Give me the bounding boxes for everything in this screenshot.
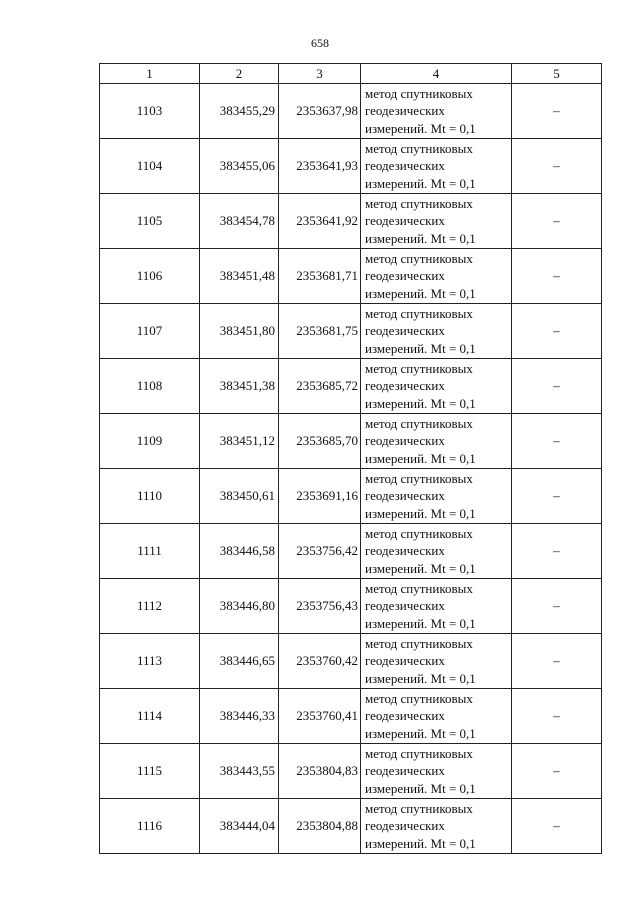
y-coordinate-cell: 2353760,41 bbox=[279, 689, 361, 744]
y-coordinate-cell: 2353760,42 bbox=[279, 634, 361, 689]
table-row bbox=[100, 139, 602, 194]
method-line: метод спутниковых bbox=[365, 86, 473, 101]
method-line: геодезических bbox=[365, 653, 445, 669]
x-coordinate-cell: 383446,58 bbox=[200, 524, 279, 579]
method-cell bbox=[361, 579, 512, 634]
table-row bbox=[100, 689, 602, 744]
note-cell: – bbox=[512, 84, 602, 139]
method-line: метод спутниковых bbox=[365, 801, 473, 816]
method-line: измерений. Mt = 0,1 bbox=[365, 670, 476, 686]
table-row bbox=[100, 634, 602, 689]
method-line: метод спутниковых bbox=[365, 306, 473, 321]
point-number-cell: 1106 bbox=[100, 249, 200, 304]
method-line: геодезических bbox=[365, 213, 445, 229]
header-col-5: 5 bbox=[512, 64, 602, 84]
point-number-cell: 1109 bbox=[100, 414, 200, 469]
method-cell bbox=[361, 359, 512, 414]
method-line: метод спутниковых bbox=[365, 526, 473, 541]
x-coordinate-cell: 383444,04 bbox=[200, 799, 279, 854]
note-cell: – bbox=[512, 524, 602, 579]
header-col-1: 1 bbox=[100, 64, 200, 84]
method-cell bbox=[361, 744, 512, 799]
method-line: геодезических bbox=[365, 763, 445, 779]
point-number-cell: 1111 bbox=[100, 524, 200, 579]
y-coordinate-cell: 2353691,16 bbox=[279, 469, 361, 524]
method-line: измерений. Mt = 0,1 bbox=[365, 725, 476, 741]
method-cell bbox=[361, 799, 512, 854]
y-coordinate-cell: 2353756,43 bbox=[279, 579, 361, 634]
method-cell bbox=[361, 249, 512, 304]
note-cell: – bbox=[512, 359, 602, 414]
method-line: геодезических bbox=[365, 323, 445, 339]
x-coordinate-cell: 383446,80 bbox=[200, 579, 279, 634]
table-row bbox=[100, 469, 602, 524]
x-coordinate-cell: 383451,48 bbox=[200, 249, 279, 304]
x-coordinate-cell: 383454,78 bbox=[200, 194, 279, 249]
table-header bbox=[100, 64, 602, 84]
table-row bbox=[100, 194, 602, 249]
method-line: измерений. Mt = 0,1 bbox=[365, 395, 476, 411]
method-line: геодезических bbox=[365, 158, 445, 174]
y-coordinate-cell: 2353641,93 bbox=[279, 139, 361, 194]
x-coordinate-cell: 383443,55 bbox=[200, 744, 279, 799]
method-line: метод спутниковых bbox=[365, 746, 473, 761]
note-cell: – bbox=[512, 469, 602, 524]
note-cell: – bbox=[512, 194, 602, 249]
method-line: метод спутниковых bbox=[365, 141, 473, 156]
y-coordinate-cell: 2353681,71 bbox=[279, 249, 361, 304]
method-line: геодезических bbox=[365, 818, 445, 834]
method-line: геодезических bbox=[365, 268, 445, 284]
point-number-cell: 1104 bbox=[100, 139, 200, 194]
method-line: метод спутниковых bbox=[365, 471, 473, 486]
method-line: геодезических bbox=[365, 708, 445, 724]
point-number-cell: 1108 bbox=[100, 359, 200, 414]
method-cell bbox=[361, 469, 512, 524]
x-coordinate-cell: 383446,33 bbox=[200, 689, 279, 744]
page-number: 658 bbox=[311, 36, 329, 50]
table-row bbox=[100, 249, 602, 304]
method-line: метод спутниковых bbox=[365, 691, 473, 706]
method-line: измерений. Mt = 0,1 bbox=[365, 285, 476, 301]
method-line: метод спутниковых bbox=[365, 196, 473, 211]
y-coordinate-cell: 2353637,98 bbox=[279, 84, 361, 139]
method-line: метод спутниковых bbox=[365, 416, 473, 431]
table-body bbox=[100, 84, 602, 854]
method-cell bbox=[361, 84, 512, 139]
coordinates-table bbox=[99, 63, 602, 854]
method-cell bbox=[361, 194, 512, 249]
method-line: измерений. Mt = 0,1 bbox=[365, 780, 476, 796]
y-coordinate-cell: 2353804,83 bbox=[279, 744, 361, 799]
method-line: геодезических bbox=[365, 433, 445, 449]
note-cell: – bbox=[512, 579, 602, 634]
note-cell: – bbox=[512, 744, 602, 799]
y-coordinate-cell: 2353681,75 bbox=[279, 304, 361, 359]
header-col-4: 4 bbox=[361, 64, 512, 84]
method-line: измерений. Mt = 0,1 bbox=[365, 120, 476, 136]
note-cell: – bbox=[512, 689, 602, 744]
y-coordinate-cell: 2353641,92 bbox=[279, 194, 361, 249]
point-number-cell: 1103 bbox=[100, 84, 200, 139]
method-line: метод спутниковых bbox=[365, 581, 473, 596]
note-cell: – bbox=[512, 249, 602, 304]
method-line: геодезических bbox=[365, 488, 445, 504]
point-number-cell: 1110 bbox=[100, 469, 200, 524]
method-line: измерений. Mt = 0,1 bbox=[365, 560, 476, 576]
method-line: измерений. Mt = 0,1 bbox=[365, 450, 476, 466]
method-line: геодезических bbox=[365, 543, 445, 559]
y-coordinate-cell: 2353804,88 bbox=[279, 799, 361, 854]
method-line: метод спутниковых bbox=[365, 361, 473, 376]
note-cell: – bbox=[512, 634, 602, 689]
table-row bbox=[100, 744, 602, 799]
method-line: измерений. Mt = 0,1 bbox=[365, 615, 476, 631]
x-coordinate-cell: 383446,65 bbox=[200, 634, 279, 689]
table-row bbox=[100, 414, 602, 469]
method-line: метод спутниковых bbox=[365, 636, 473, 651]
method-cell bbox=[361, 414, 512, 469]
table-row bbox=[100, 359, 602, 414]
method-line: измерений. Mt = 0,1 bbox=[365, 505, 476, 521]
note-cell: – bbox=[512, 304, 602, 359]
method-cell bbox=[361, 634, 512, 689]
x-coordinate-cell: 383451,12 bbox=[200, 414, 279, 469]
table-row bbox=[100, 84, 602, 139]
method-line: метод спутниковых bbox=[365, 251, 473, 266]
header-col-3: 3 bbox=[279, 64, 361, 84]
header-col-2: 2 bbox=[200, 64, 279, 84]
method-line: измерений. Mt = 0,1 bbox=[365, 230, 476, 246]
y-coordinate-cell: 2353685,72 bbox=[279, 359, 361, 414]
note-cell: – bbox=[512, 799, 602, 854]
point-number-cell: 1113 bbox=[100, 634, 200, 689]
point-number-cell: 1105 bbox=[100, 194, 200, 249]
method-line: геодезических bbox=[365, 378, 445, 394]
x-coordinate-cell: 383451,38 bbox=[200, 359, 279, 414]
table-row bbox=[100, 524, 602, 579]
point-number-cell: 1116 bbox=[100, 799, 200, 854]
point-number-cell: 1114 bbox=[100, 689, 200, 744]
x-coordinate-cell: 383455,06 bbox=[200, 139, 279, 194]
table-row bbox=[100, 579, 602, 634]
note-cell: – bbox=[512, 414, 602, 469]
method-line: геодезических bbox=[365, 598, 445, 614]
table-row bbox=[100, 304, 602, 359]
header-row bbox=[100, 64, 602, 84]
method-cell bbox=[361, 689, 512, 744]
method-line: измерений. Mt = 0,1 bbox=[365, 835, 476, 851]
method-cell bbox=[361, 139, 512, 194]
x-coordinate-cell: 383450,61 bbox=[200, 469, 279, 524]
method-line: измерений. Mt = 0,1 bbox=[365, 175, 476, 191]
method-line: измерений. Mt = 0,1 bbox=[365, 340, 476, 356]
method-cell bbox=[361, 524, 512, 579]
point-number-cell: 1112 bbox=[100, 579, 200, 634]
y-coordinate-cell: 2353756,42 bbox=[279, 524, 361, 579]
x-coordinate-cell: 383455,29 bbox=[200, 84, 279, 139]
method-cell bbox=[361, 304, 512, 359]
method-line: геодезических bbox=[365, 103, 445, 119]
table-row bbox=[100, 799, 602, 854]
note-cell: – bbox=[512, 139, 602, 194]
x-coordinate-cell: 383451,80 bbox=[200, 304, 279, 359]
point-number-cell: 1107 bbox=[100, 304, 200, 359]
y-coordinate-cell: 2353685,70 bbox=[279, 414, 361, 469]
point-number-cell: 1115 bbox=[100, 744, 200, 799]
